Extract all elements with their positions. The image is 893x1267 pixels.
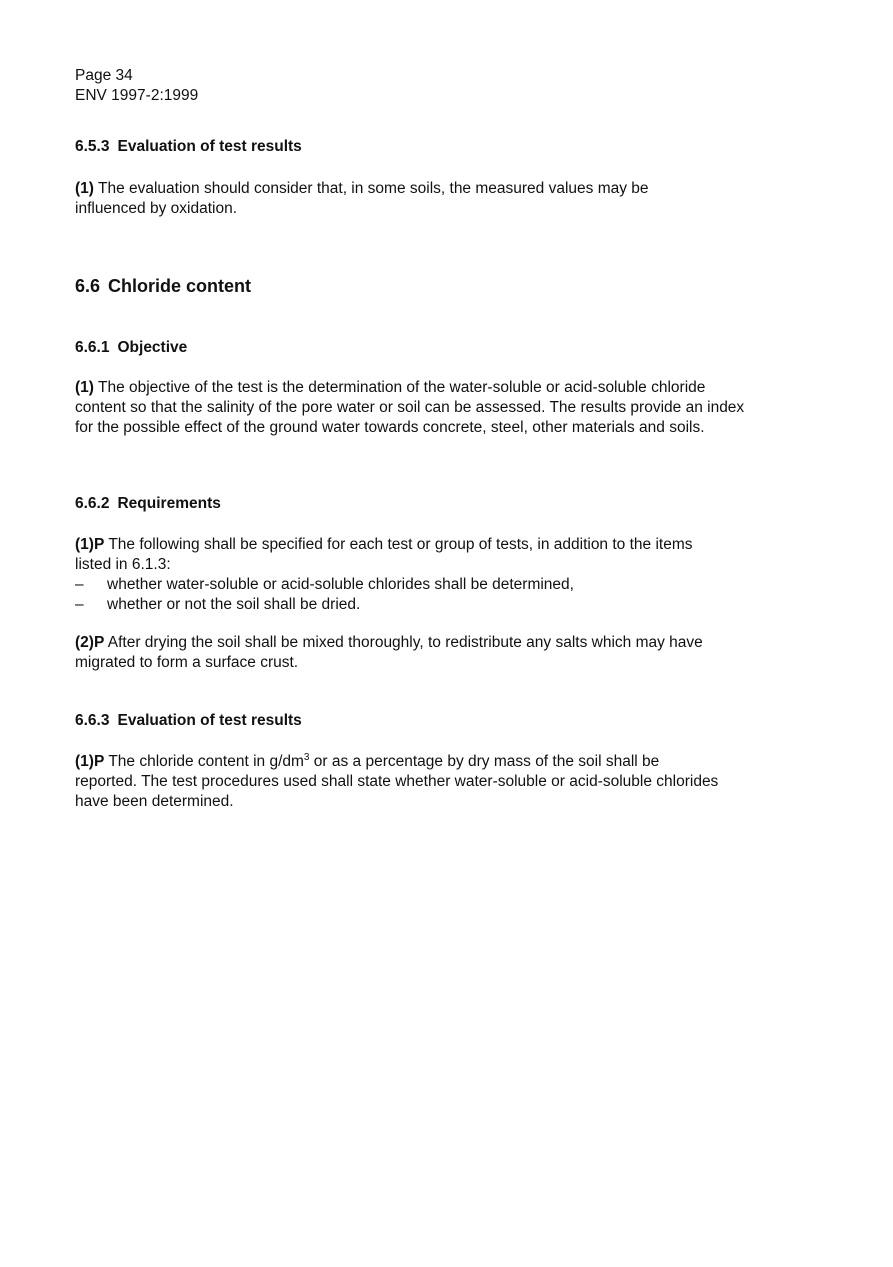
section-title: Evaluation of test results — [117, 712, 302, 729]
paragraph-6-6-3-1 — [75, 752, 725, 812]
section-heading-6-6-1 — [75, 338, 187, 358]
dash-bullet: – — [75, 596, 84, 613]
page-header — [75, 66, 198, 106]
paragraph-6-6-2-2 — [75, 633, 735, 673]
paragraph-label: (1)P — [75, 753, 105, 770]
section-heading-6-5-3 — [75, 137, 302, 157]
list-item — [75, 575, 715, 595]
paragraph-label: (1) — [75, 180, 94, 197]
page-number: Page 34 — [75, 67, 133, 84]
superscript: 3 — [303, 751, 310, 763]
section-number: 6.6.1 — [75, 339, 110, 356]
section-number: 6.6.3 — [75, 712, 110, 729]
paragraph-text: The objective of the test is the determination of the water-soluble or acid-soluble chloride content so that the salinity of the pore water or soil can be assessed. The results provide an index for the possible effect of the ground water towards concrete, steel, other materials and soils. — [75, 379, 745, 436]
section-heading-6-6-2 — [75, 494, 221, 514]
dash-bullet: – — [75, 576, 84, 593]
list-item-text: whether water-soluble or acid-soluble chlorides shall be determined, — [107, 576, 574, 593]
paragraph-label: (1) — [75, 379, 94, 396]
paragraph-6-6-1-1 — [75, 378, 755, 438]
paragraph-text-end: or as a percentage by dry mass of the soil shall be reported. The test procedures used shall state whether water-soluble or acid-soluble chlorides have been determined. — [75, 753, 719, 810]
section-title: Chloride content — [108, 276, 252, 296]
section-title: Evaluation of test results — [117, 138, 302, 155]
section-number: 6.6 — [75, 276, 101, 296]
paragraph-text: The following shall be specified for each test or group of tests, in addition to the items listed in 6.1.3: — [75, 536, 693, 573]
list-item-text: whether or not the soil shall be dried. — [107, 596, 361, 613]
paragraph-text: After drying the soil shall be mixed thoroughly, to redistribute any salts which may have migrated to form a surface crust. — [75, 634, 703, 671]
section-heading-6-6 — [75, 275, 251, 297]
paragraph-text-start: The chloride content in g/dm — [104, 753, 304, 770]
section-title: Objective — [117, 339, 188, 356]
paragraph-6-5-3-1 — [75, 179, 715, 219]
list-item — [75, 595, 715, 615]
paragraph-label: (1)P — [75, 536, 105, 553]
section-number: 6.6.2 — [75, 495, 110, 512]
paragraph-6-6-2-1 — [75, 535, 715, 615]
section-title: Requirements — [117, 495, 221, 512]
paragraph-label: (2)P — [75, 634, 105, 651]
document-id: ENV 1997-2:1999 — [75, 87, 199, 104]
section-number: 6.5.3 — [75, 138, 110, 155]
paragraph-text: The evaluation should consider that, in some soils, the measured values may be influenced by oxidation. — [75, 180, 649, 217]
section-heading-6-6-3 — [75, 711, 302, 731]
